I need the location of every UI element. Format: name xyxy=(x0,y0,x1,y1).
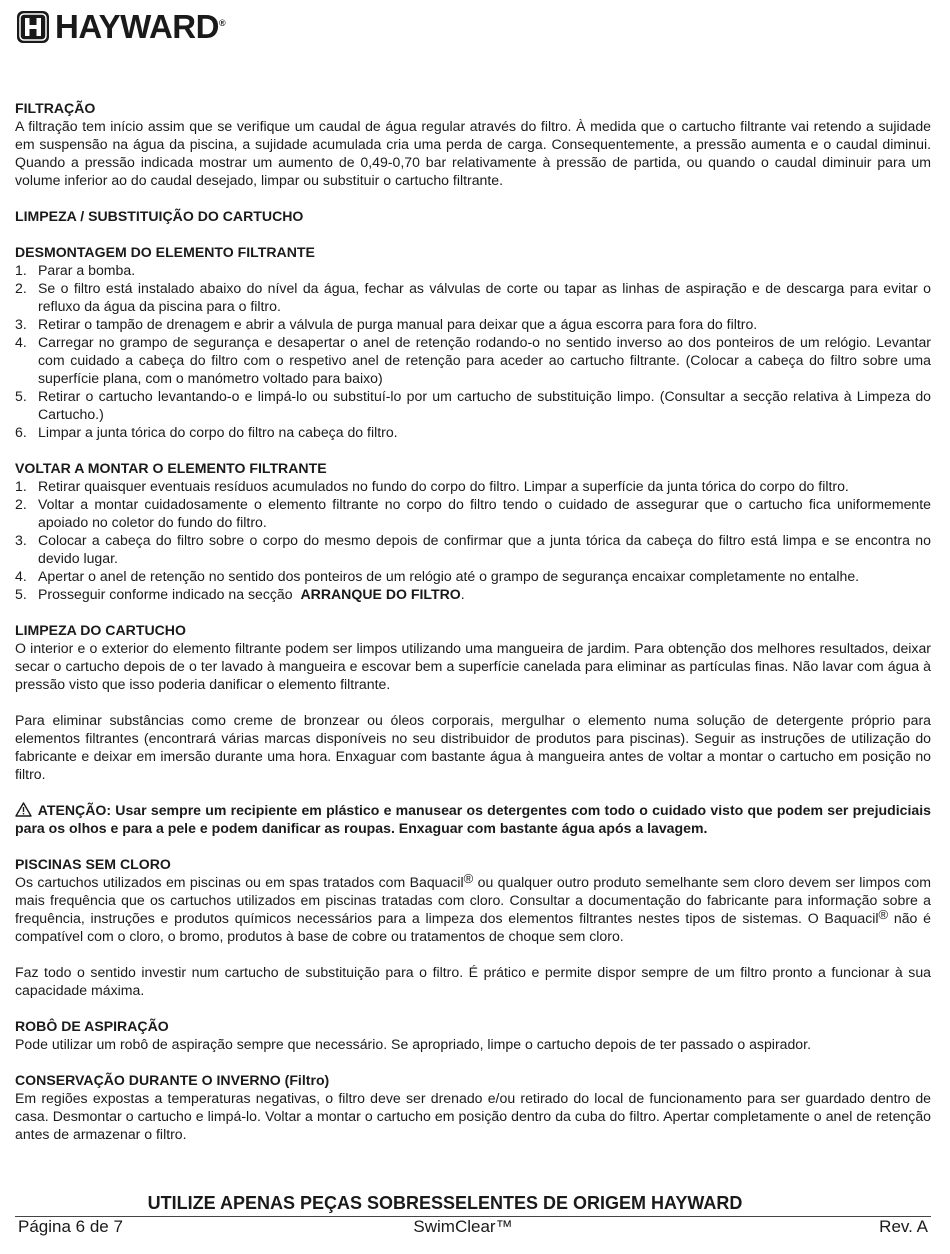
piscinas-paragraph-1: Os cartuchos utilizados em piscinas ou em spas tratados com Baquacil® ou qualquer outro produto semelhante sem cloro devem ser limpos com mais frequência que os cartuchos utilizados em piscinas tratadas com cloro. Consultar a documentação do fabricante para informação sobre a frequência, instruções e produtos químicos necessários para a limpeza dos elementos filtrantes nestes tipos de sistemas. O Baquacil® não é compatível com o cloro, o bromo, produtos à base de cobre ou tratamentos de choque sem cloro. xyxy=(15,871,931,944)
section-title-limpeza-substituicao: LIMPEZA / SUBSTITUIÇÃO DO CARTUCHO xyxy=(15,208,304,224)
hayward-h-icon xyxy=(16,10,50,44)
atencao-warning: ATENÇÃO: Usar sempre um recipiente em plástico e manusear os detergentes com todo o cuidado visto que podem ser prejudiciais para os olhos e para a pele e podem danificar as roupas. Enxaguar com bastante água após a lavagem. xyxy=(15,802,931,836)
section-title-voltar-montar: VOLTAR A MONTAR O ELEMENTO FILTRANTE xyxy=(15,460,327,476)
list-item: 5. Retirar o cartucho levantando-o e limpá-lo ou substituí-lo por um cartucho de substituição limpo. (Consultar a secção relativa à Limpeza do Cartucho.) xyxy=(15,388,931,422)
warning-triangle-icon xyxy=(15,802,32,817)
list-item: 5. Prosseguir conforme indicado na secção ARRANQUE DO FILTRO. xyxy=(15,586,465,602)
section-title-limpeza-cartucho: LIMPEZA DO CARTUCHO xyxy=(15,622,186,638)
section-title-desmontagem: DESMONTAGEM DO ELEMENTO FILTRANTE xyxy=(15,244,315,260)
list-item: 4. Apertar o anel de retenção no sentido dos ponteiros de um relógio até o grampo de segurança encaixar completamente no entalhe. xyxy=(15,568,860,584)
list-item: 1. Retirar quaisquer eventuais resíduos acumulados no fundo do corpo do filtro. Limpar a superfície da junta tórica do corpo do filtro. xyxy=(15,478,849,494)
product-name: SwimClear™ xyxy=(413,1217,513,1236)
genuine-parts-notice: UTILIZE APENAS PEÇAS SOBRESSELENTES DE ORIGEM HAYWARD xyxy=(147,1193,743,1213)
inverno-paragraph: Em regiões expostas a temperaturas negativas, o filtro deve ser drenado e/ou retirado do local de funcionamento para ser guardado dentro de casa. Desmontar o cartucho e limpá-lo. Voltar a montar o cartucho em posição dentro da cuba do filtro. Apertar completamente o anel de retenção antes de armazenar o filtro. xyxy=(15,1090,931,1142)
section-title-piscinas-sem-cloro: PISCINAS SEM CLORO xyxy=(15,856,171,872)
list-item: 3. Colocar a cabeça do filtro sobre o corpo do mesmo depois de confirmar que a junta tórica da cabeça do filtro está limpa e se encontra no devido lugar. xyxy=(15,532,931,566)
list-item: 2. Voltar a montar cuidadosamente o elemento filtrante no corpo do filtro tendo o cuidado de assegurar que o cartucho fica uniformemente apoiado no coletor do fundo do filtro. xyxy=(15,496,931,530)
document-body xyxy=(15,99,931,1143)
list-item: 1. Parar a bomba. xyxy=(15,262,136,278)
list-item: 6. Limpar a junta tórica do corpo do filtro na cabeça do filtro. xyxy=(15,424,398,440)
filtracao-paragraph: A filtração tem início assim que se verifique um caudal de água regular através do filtro. À medida que o cartucho filtrante vai retendo a sujidade em suspensão na água da piscina, a sujidade acumulada cria uma perda de carga. Consequentemente, a pressão aumenta e o caudal diminui. Quando a pressão indicada mostrar um aumento de 0,49-0,70 bar relativamente à pressão de partida, ou quando o caudal diminuir para um volume inferior ao do caudal desejado, limpar ou substituir o cartucho filtrante. xyxy=(15,118,931,188)
piscinas-paragraph-2: Faz todo o sentido investir num cartucho de substituição para o filtro. É prático e permite dispor sempre de um filtro pronto a funcionar à sua capacidade máxima. xyxy=(15,964,931,998)
arranque-reference: ARRANQUE DO FILTRO xyxy=(300,586,461,602)
list-item: 2. Se o filtro está instalado abaixo do nível da água, fechar as válvulas de corte ou tapar as linhas de aspiração e de descarga para evitar o refluxo da água da piscina para o filtro. xyxy=(15,280,931,314)
section-title-robo: ROBÔ DE ASPIRAÇÃO xyxy=(15,1018,169,1034)
hayward-logo xyxy=(16,9,225,45)
limpeza-cartucho-paragraph-2: Para eliminar substâncias como creme de bronzear ou óleos corporais, mergulhar o elemento numa solução de detergente próprio para elementos filtrantes (encontrará várias marcas disponíveis no seu distribuidor de produtos para piscinas). Seguir as instruções de utilização do fabricante e deixar em imersão durante uma hora. Enxaguar com bastante água à mangueira antes de voltar a montar o cartucho em posição no filtro. xyxy=(15,712,931,782)
revision: Rev. A xyxy=(879,1217,928,1236)
desmontagem-list xyxy=(15,261,931,441)
section-title-inverno: CONSERVAÇÃO DURANTE O INVERNO (Filtro) xyxy=(15,1072,330,1088)
limpeza-cartucho-paragraph-1: O interior e o exterior do elemento filtrante podem ser limpos utilizando uma mangueira de jardim. Para obtenção dos melhores resultados, deixar secar o cartucho depois de o ter lavado à mangueira e escovar bem a superfície canelada para eliminar as partículas finas. Não lavar com água à pressão visto que isso poderia danificar o elemento filtrante. xyxy=(15,640,931,692)
section-title-filtracao: FILTRAÇÃO xyxy=(15,100,96,116)
voltar-montar-list xyxy=(15,477,931,603)
robo-paragraph: Pode utilizar um robô de aspiração sempre que necessário. Se apropriado, limpe o cartucho depois de ter passado o aspirador. xyxy=(15,1036,811,1052)
list-item: 4. Carregar no grampo de segurança e desapertar o anel de retenção rodando-o no sentido inverso ao dos ponteiros de um relógio. Levantar com cuidado a cabeça do filtro com o respetivo anel de retenção para aceder ao cartucho filtrante. (Colocar a cabeça do filtro sobre uma superfície plana, com o manómetro voltado para baixo) xyxy=(15,334,931,386)
logo-wordmark: HAYWARD® xyxy=(55,8,226,45)
page-footer xyxy=(18,1216,928,1238)
page-number: Página 6 de 7 xyxy=(18,1217,123,1236)
list-item: 3. Retirar o tampão de drenagem e abrir a válvula de purga manual para deixar que a água escorra para fora do filtro. xyxy=(15,316,758,332)
